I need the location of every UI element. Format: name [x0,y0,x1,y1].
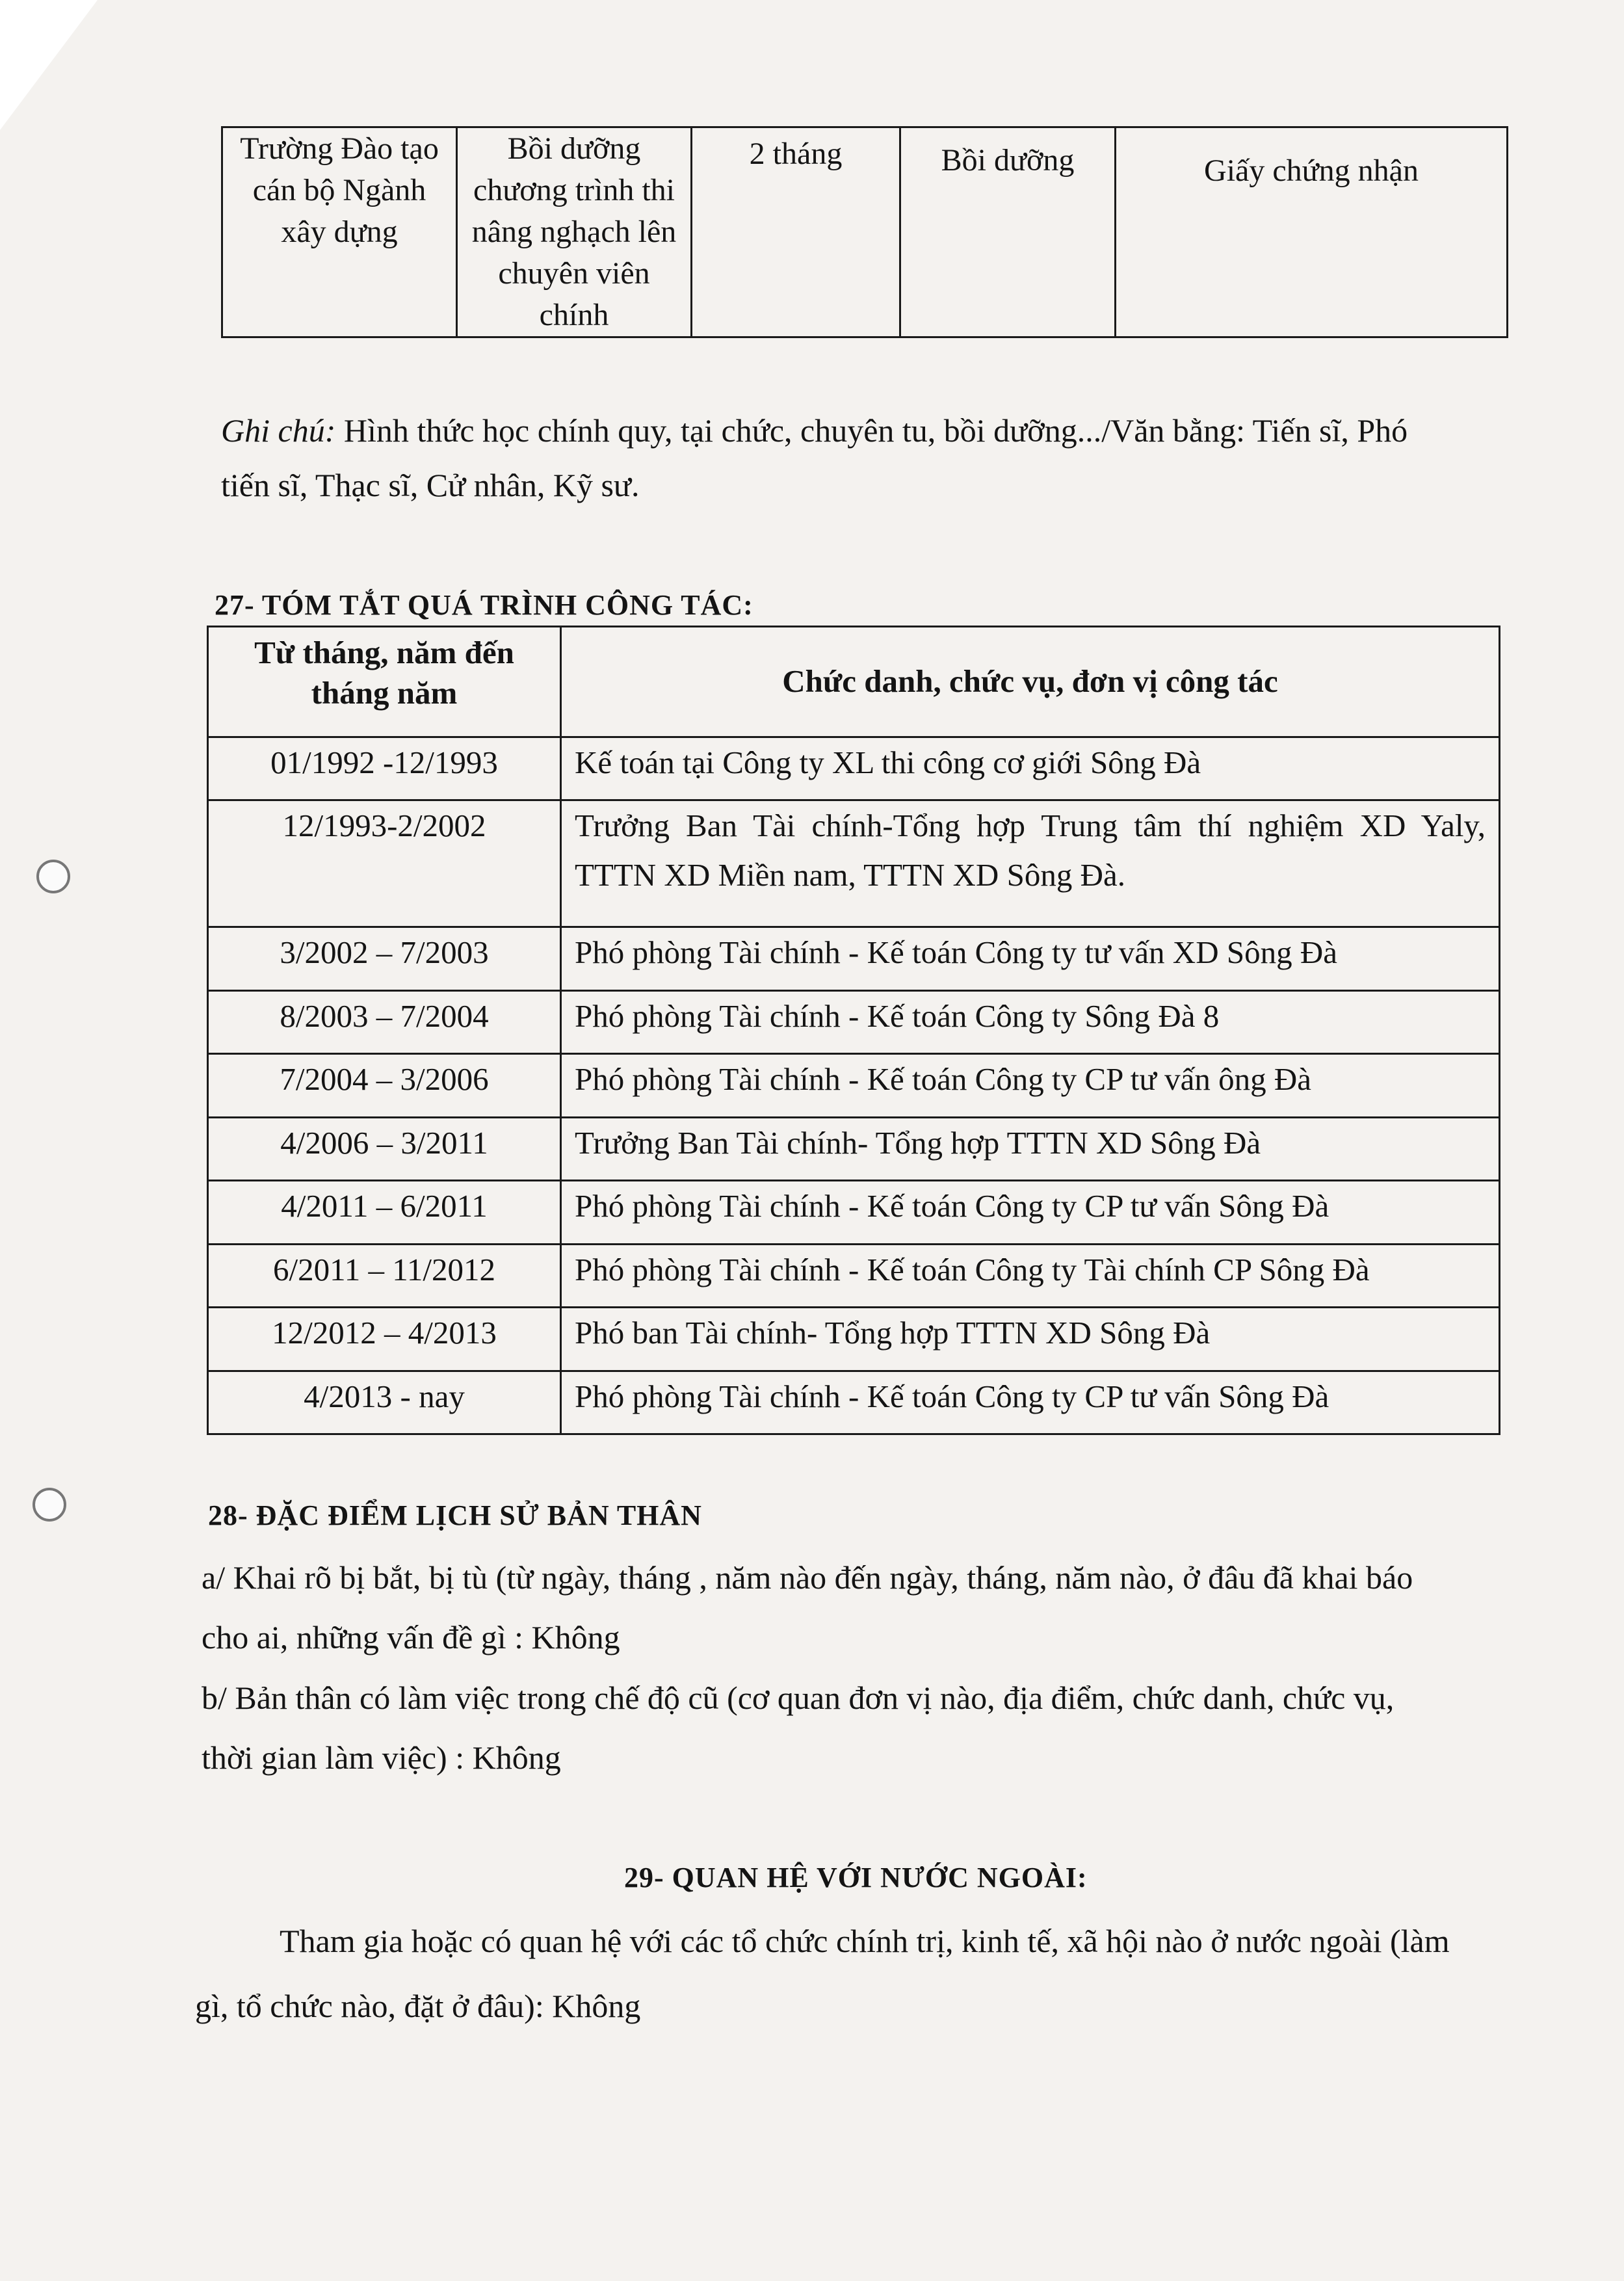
page-corner-fold [0,0,98,130]
training-school-cell: Trường Đào tạo cán bộ Ngành xây dựng [222,127,457,337]
table-row [208,927,1500,990]
period-cell: 12/2012 – 4/2013 [208,1308,561,1371]
column-header-position: Chức danh, chức vụ, đơn vị công tác [561,627,1500,737]
column-header-period: Từ tháng, năm đến tháng năm [208,627,561,737]
table-row [208,1117,1500,1180]
training-form-cell: Bồi dưỡng [900,127,1116,337]
period-cell: 01/1992 -12/1993 [208,737,561,800]
training-duration-cell: 2 tháng [692,127,900,337]
table-header-row [208,627,1500,737]
section-28-item-b: b/ Bản thân có làm việc trong chế độ cũ (cơ quan đơn vị nào, địa điểm, chức danh, chức vụ, thời gian làm việc) : Không [202,1680,1395,1776]
position-cell: Kế toán tại Công ty XL thi công cơ giới Sông Đà [561,737,1500,800]
position-cell: Phó phòng Tài chính - Kế toán Công ty CP tư vấn Sông Đà [561,1371,1500,1434]
position-cell: Phó phòng Tài chính - Kế toán Công ty Sông Đà 8 [561,990,1500,1053]
table-row [208,990,1500,1053]
table-row [208,800,1500,927]
training-table [221,126,1508,338]
work-history-table [207,626,1500,1435]
note-label: Ghi chú: [221,412,336,449]
period-cell: 4/2006 – 3/2011 [208,1117,561,1180]
section-29-title: 29- QUAN HỆ VỚI NƯỚC NGOÀI: [624,1862,1088,1893]
section-28-title: 28- ĐẶC ĐIỂM LỊCH SỬ BẢN THÂN [208,1499,702,1531]
position-cell: Phó phòng Tài chính - Kế toán Công ty CP tư vấn Sông Đà [561,1181,1500,1244]
period-cell: 8/2003 – 7/2004 [208,990,561,1053]
section-29-text: Tham gia hoặc có quan hệ với các tổ chức chính trị, kinh tế, xã hội nào ở nước ngoài (làm gì, tổ chức nào, đặt ở đâu): Không [195,1923,1450,2024]
table-row [208,1371,1500,1434]
table-row [208,737,1500,800]
period-cell: 7/2004 – 3/2006 [208,1054,561,1117]
table-row [208,1244,1500,1307]
punch-hole [33,1488,66,1522]
position-cell: Trưởng Ban Tài chính-Tổng hợp Trung tâm thí nghiệm XD Yaly, TTTN XD Miền nam, TTTN XD Sông Đà. [561,800,1500,927]
training-degree-cell: Giấy chứng nhận [1116,127,1508,337]
table-row [208,1181,1500,1244]
period-cell: 12/1993-2/2002 [208,800,561,927]
position-cell: Phó phòng Tài chính - Kế toán Công ty CP tư vấn ông Đà [561,1054,1500,1117]
punch-hole [36,860,70,893]
period-cell: 6/2011 – 11/2012 [208,1244,561,1307]
period-cell: 3/2002 – 7/2003 [208,927,561,990]
training-course-cell: Bồi dưỡng chương trình thi nâng nghạch lên chuyên viên chính [457,127,692,337]
section-27-title: 27- TÓM TẮT QUÁ TRÌNH CÔNG TÁC: [215,589,753,621]
note-text: Hình thức học chính quy, tại chức, chuyên tu, bồi dưỡng.../Văn bằng: Tiến sĩ, Phó tiến sĩ, Thạc sĩ, Cử nhân, Kỹ sư. [221,412,1408,503]
table-row [208,1308,1500,1371]
period-cell: 4/2013 - nay [208,1371,561,1434]
training-note [221,403,1456,512]
position-cell: Trưởng Ban Tài chính- Tổng hợp TTTN XD Sông Đà [561,1117,1500,1180]
table-row [222,127,1508,337]
position-cell: Phó phòng Tài chính - Kế toán Công ty Tài chính CP Sông Đà [561,1244,1500,1307]
position-cell: Phó ban Tài chính- Tổng hợp TTTN XD Sông Đà [561,1308,1500,1371]
table-row [208,1054,1500,1117]
position-cell: Phó phòng Tài chính - Kế toán Công ty tư vấn XD Sông Đà [561,927,1500,990]
period-cell: 4/2011 – 6/2011 [208,1181,561,1244]
section-28-item-a: a/ Khai rõ bị bắt, bị tù (từ ngày, tháng , năm nào đến ngày, tháng, năm nào, ở đâu đã khai báo cho ai, những vấn đề gì : Không [202,1559,1413,1655]
